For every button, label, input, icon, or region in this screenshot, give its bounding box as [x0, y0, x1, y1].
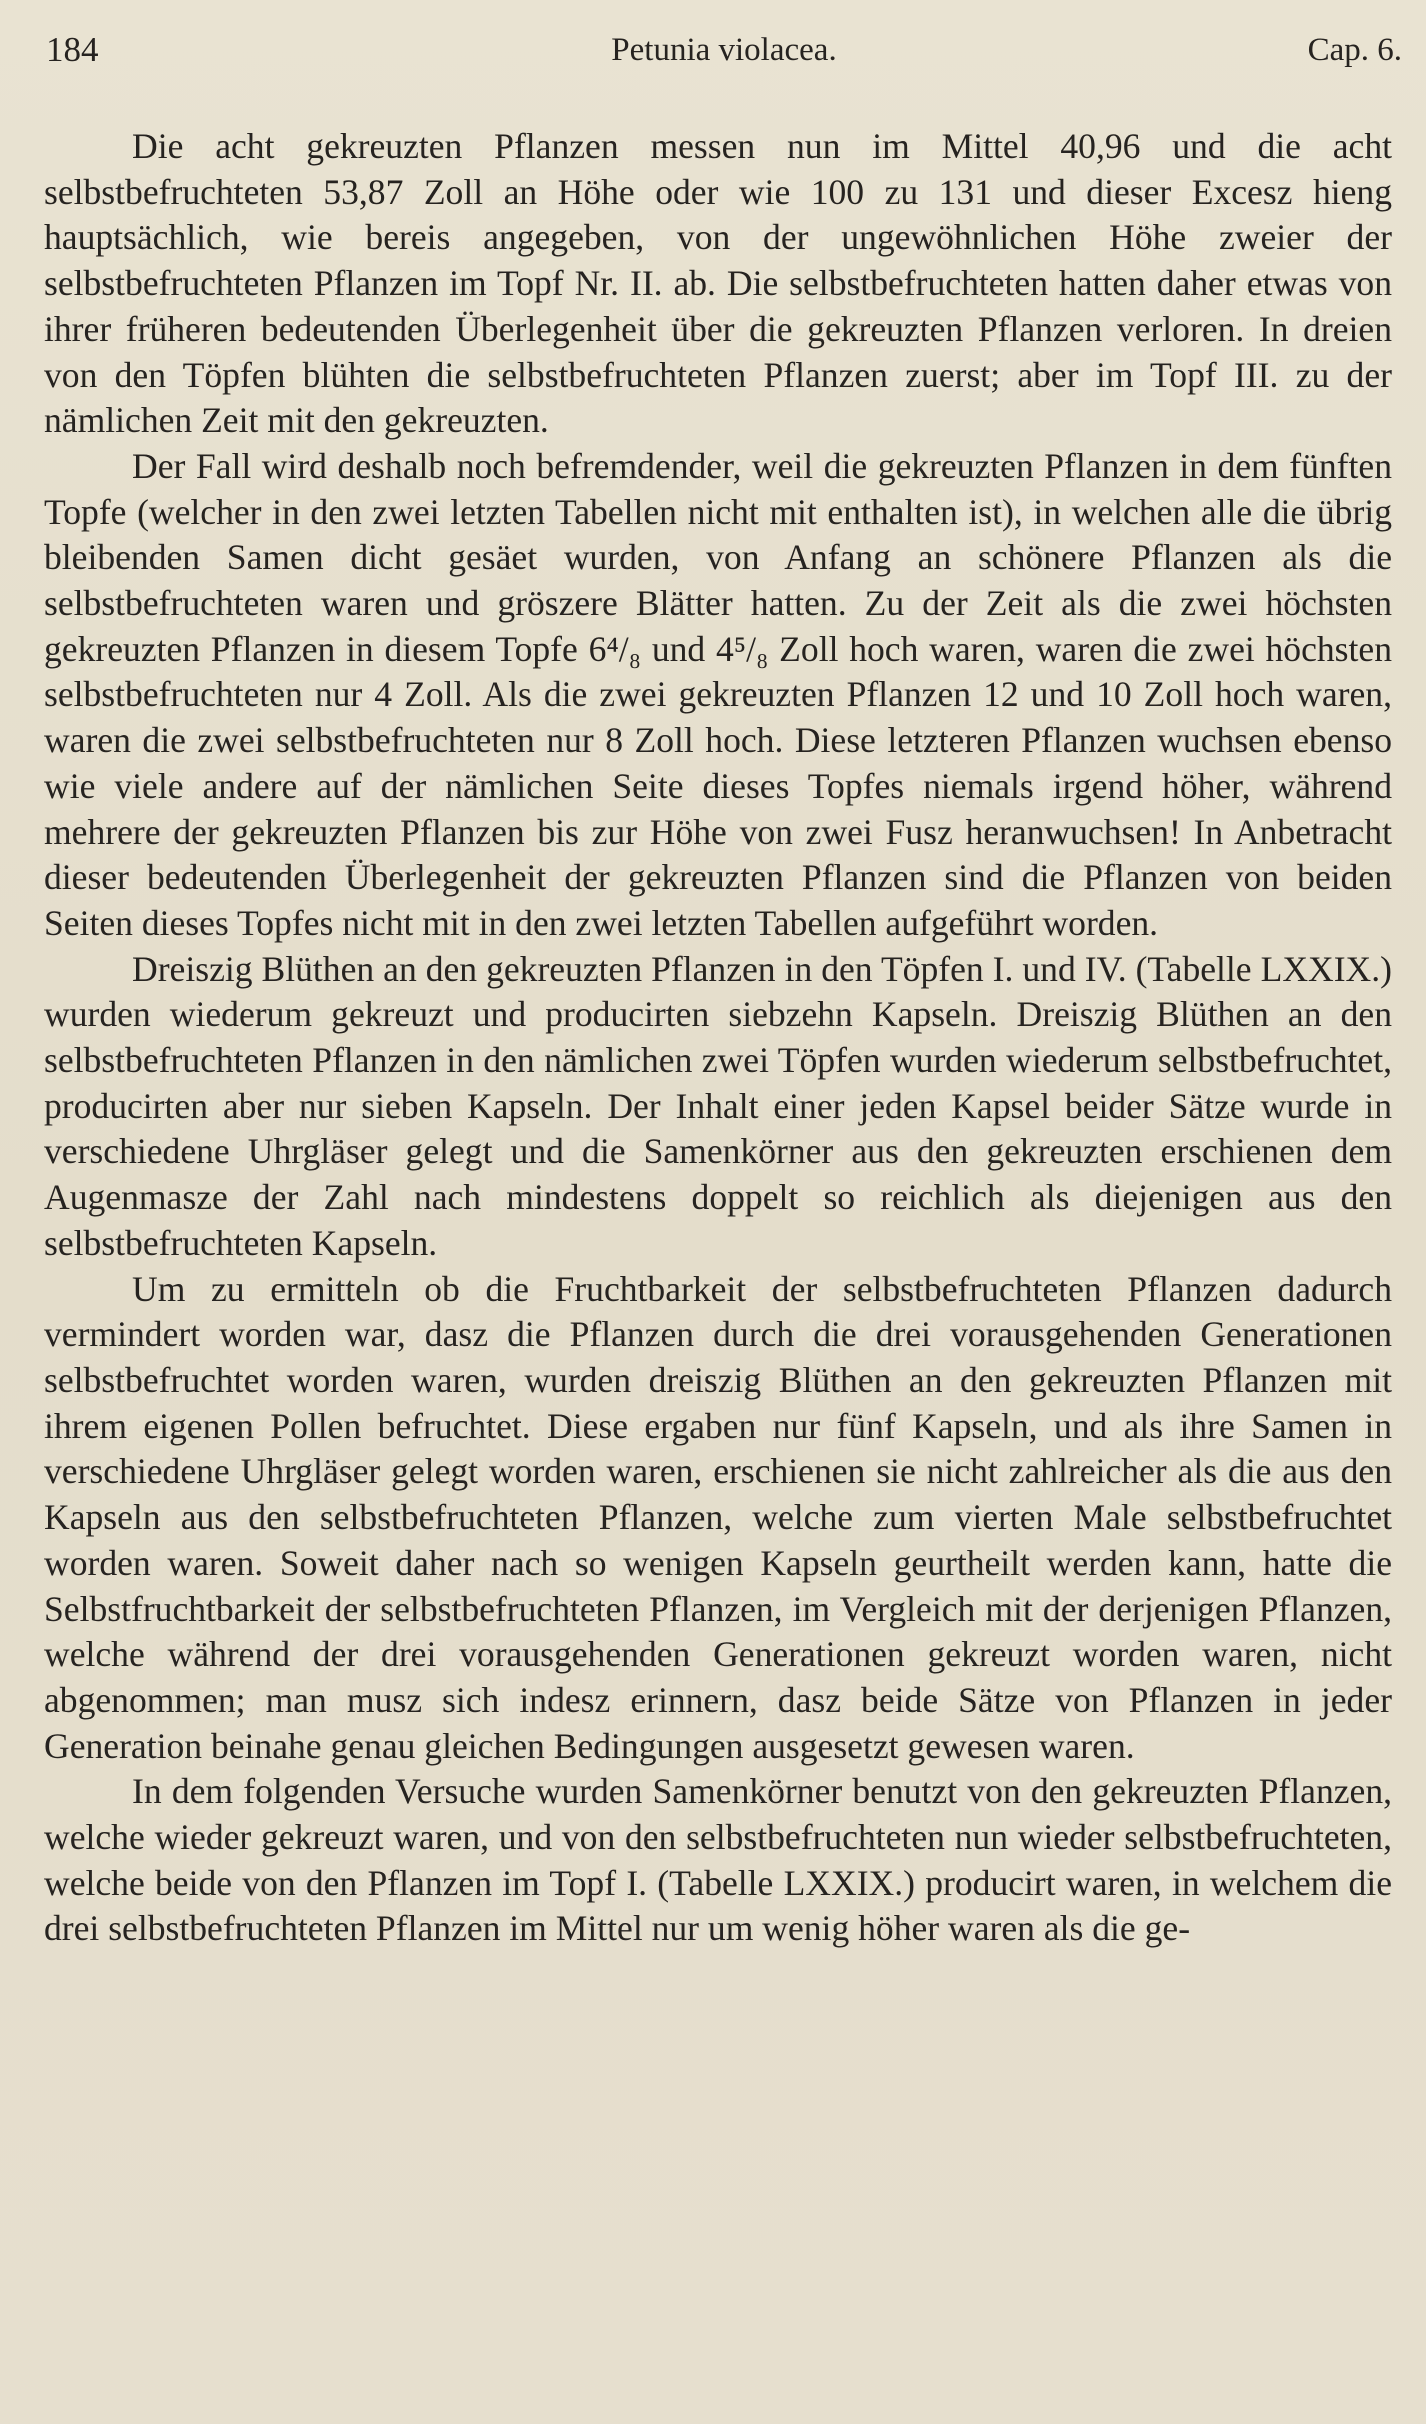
- paragraph-5: In dem folgenden Versuche wurden Samenkörner benutzt von den gekreuzten Pflanzen, welche wieder gekreuzt waren, und von den selbstbefruchteten nun wieder selbstbefruchteten, welche beide von den Pflanzen im Topf I. (Tabelle LXXIX.) producirt waren, in welchem die drei selbstbefruchteten Pflanzen im Mittel nur um wenig höher waren als die ge-: [44, 1771, 1392, 1949]
- paragraph-3: Dreiszig Blüthen an den gekreuzten Pflanzen in den Töpfen I. und IV. (Tabelle LXXIX.) wurden wiederum gekreuzt und producirten siebzehn Kapseln. Dreiszig Blüthen an den selbstbefruchteten Pflanzen in den nämlichen zwei Töpfen wurden wiederum selbstbefruchtet, producirten aber nur sieben Kapseln. Der Inhalt einer jeden Kapsel beider Sätze wurde in verschiedene Uhrgläser gelegt und die Samenkörner aus den gekreuzten erschienen dem Augenmasze der Zahl nach mindestens doppelt so reichlich als diejenigen aus den selbstbefruchteten Kapseln.: [44, 948, 1392, 1263]
- paragraph-2: Der Fall wird deshalb noch befremdender, weil die gekreuzten Pflanzen in dem fünften Topfe (welcher in den zwei letzten Tabellen nicht mit enthalten ist), in welchen alle die übrig bleibenden Samen dicht gesäet wurden, von Anfang an schönere Pflanzen als die selbstbefruchteten waren und gröszere Blätter hatten. Zu der Zeit als die zwei höchsten gekreuzten Pflanzen in diesem Topfe 6⁴/₈ und 4⁵/₈ Zoll hoch waren, waren die zwei höchsten selbstbefruchteten nur 4 Zoll. Als die zwei gekreuzten Pflanzen 12 und 10 Zoll hoch waren, waren die zwei selbstbefruchteten nur 8 Zoll hoch. Diese letzteren Pflanzen wuchsen ebenso wie viele andere auf der nämlichen Seite dieses Topfes niemals irgend höher, während mehrere der gekreuzten Pflanzen bis zur Höhe von zwei Fusz heranwuchsen! In Anbetracht dieser bedeutenden Überlegenheit der gekreuzten Pflanzen sind die Pflanzen von beiden Seiten dieses Topfes nicht mit in den zwei letzten Tabellen aufgeführt worden.: [44, 445, 1392, 943]
- page-number: 184: [46, 30, 99, 69]
- chapter-label: Cap. 6.: [1307, 32, 1402, 68]
- paragraph-4: Um zu ermitteln ob die Fruchtbarkeit der selbstbefruchteten Pflanzen dadurch vermindert worden war, dasz die Pflanzen durch die drei vorausgehenden Generationen selbstbefruchtet worden waren, wurden dreiszig Blüthen an den gekreuzten Pflanzen mit ihrem eigenen Pollen befruchtet. Diese ergaben nur fünf Kapseln, und als ihre Samen in verschiedene Uhrgläser gelegt worden waren, erschienen sie nicht zahlreicher als die aus den Kapseln aus den selbstbefruchteten Pflanzen, welche zum vierten Male selbstbefruchtet worden waren. Soweit daher nach so wenigen Kapseln geurtheilt werden kann, hatte die Selbstfruchtbarkeit der selbstbefruchteten Pflanzen, im Vergleich mit der derjenigen Pflanzen, welche während der drei vorausgehenden Generationen gekreuzt worden waren, nicht abgenommen; man musz sich indesz erinnern, dasz beide Sätze von Pflanzen in jeder Generation beinahe genau gleichen Bedingungen ausgesetzt gewesen waren.: [44, 1268, 1392, 1766]
- paragraph-1: Die acht gekreuzten Pflanzen messen nun im Mittel 40,96 und die acht selbstbefruchteten 53,87 Zoll an Höhe oder wie 100 zu 131 und dieser Excesz hieng hauptsächlich, wie bereis angegeben, von der ungewöhnlichen Höhe zweier der selbstbefruchteten Pflanzen im Topf Nr. II. ab. Die selbstbefruchteten hatten daher etwas von ihrer früheren bedeutenden Überlegenheit über die gekreuzten Pflanzen verloren. In dreien von den Töpfen blühten die selbstbefruchteten Pflanzen zuerst; aber im Topf III. zu der nämlichen Zeit mit den gekreuzten.: [44, 126, 1392, 441]
- page-header: [46, 26, 1402, 76]
- body-text: [44, 124, 1392, 1952]
- running-title: Petunia violacea.: [611, 32, 837, 68]
